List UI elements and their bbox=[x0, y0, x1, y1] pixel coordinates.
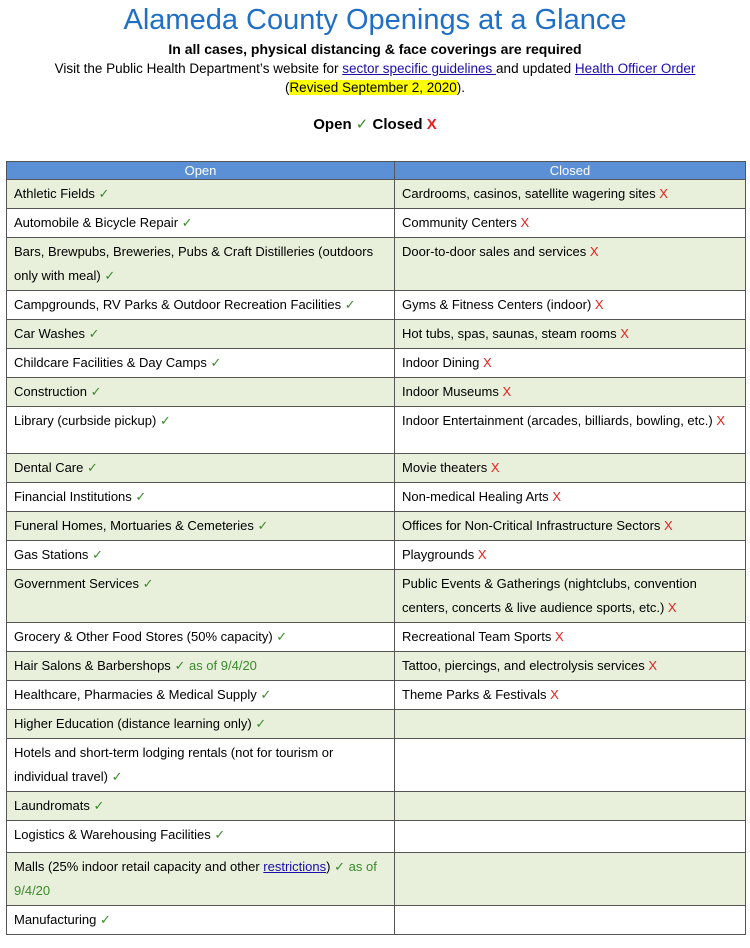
revised-close-paren: ). bbox=[456, 80, 466, 95]
cross-icon: X bbox=[620, 326, 629, 341]
table-row bbox=[7, 512, 746, 541]
open-item-text: Automobile & Bicycle Repair bbox=[14, 215, 179, 230]
open-cell bbox=[7, 180, 395, 209]
open-item-text: Campgrounds, RV Parks & Outdoor Recreation Facilities bbox=[14, 297, 342, 312]
open-item-text: Higher Education (distance learning only) bbox=[14, 716, 252, 731]
open-cell bbox=[7, 454, 395, 483]
closed-cell bbox=[395, 541, 746, 570]
open-item-text: Car Washes bbox=[14, 326, 86, 341]
openings-table bbox=[6, 161, 746, 935]
cross-icon: X bbox=[589, 244, 599, 259]
table-row bbox=[7, 821, 746, 853]
closed-item-text: Cardrooms, casinos, satellite wagering sites bbox=[402, 186, 656, 201]
closed-cell bbox=[395, 238, 746, 291]
intro-text-mid: and updated bbox=[496, 61, 575, 76]
table-row bbox=[7, 209, 746, 238]
open-cell bbox=[7, 570, 395, 623]
open-cell bbox=[7, 291, 395, 320]
open-cell bbox=[7, 821, 395, 853]
open-item-text: Childcare Facilities & Day Camps bbox=[14, 355, 207, 370]
legend bbox=[0, 114, 750, 136]
open-cell bbox=[7, 349, 395, 378]
closed-cell bbox=[395, 454, 746, 483]
column-header-closed: Closed bbox=[395, 162, 746, 180]
cross-icon: X bbox=[667, 600, 677, 615]
table-row bbox=[7, 623, 746, 652]
check-icon: ✓ bbox=[98, 186, 110, 201]
check-icon: ✓ bbox=[142, 576, 154, 591]
table-row bbox=[7, 853, 746, 906]
open-cell bbox=[7, 792, 395, 821]
page-subtitle: In all cases, physical distancing & face coverings are required bbox=[168, 41, 582, 57]
table-row bbox=[7, 180, 746, 209]
check-icon: ✓ bbox=[111, 769, 123, 784]
closed-item-text: Community Centers bbox=[402, 215, 517, 230]
closed-cell bbox=[395, 512, 746, 541]
open-cell bbox=[7, 906, 395, 935]
cross-icon: X bbox=[648, 658, 658, 673]
closed-item-text: Gyms & Fitness Centers (indoor) bbox=[402, 297, 592, 312]
cross-icon: X bbox=[520, 215, 530, 230]
table-row bbox=[7, 454, 746, 483]
table-row bbox=[7, 681, 746, 710]
revised-open-paren: ( bbox=[284, 80, 290, 95]
check-icon: ✓ bbox=[159, 413, 171, 428]
open-item-text: Manufacturing bbox=[14, 912, 97, 927]
document-page bbox=[0, 2, 750, 948]
closed-item-text: Tattoo, piercings, and electrolysis services bbox=[402, 658, 645, 673]
closed-cell bbox=[395, 570, 746, 623]
open-item-text: Construction bbox=[14, 384, 87, 399]
closed-item-text: Indoor Museums bbox=[402, 384, 499, 399]
table-row bbox=[7, 349, 746, 378]
open-cell bbox=[7, 681, 395, 710]
open-item-text: Funeral Homes, Mortuaries & Cemeteries bbox=[14, 518, 254, 533]
cross-icon: X bbox=[477, 547, 487, 562]
check-icon: ✓ bbox=[88, 326, 100, 341]
open-date-note: as of 9/4/20 bbox=[14, 859, 377, 898]
closed-item-text: Non-medical Healing Arts bbox=[402, 489, 549, 504]
table-row bbox=[7, 739, 746, 792]
closed-item-text: Recreational Team Sports bbox=[402, 629, 552, 644]
legend-closed-label: Closed bbox=[372, 116, 423, 133]
open-cell bbox=[7, 541, 395, 570]
revised-date-highlight: Revised September 2, 2020 bbox=[289, 80, 457, 95]
check-icon: ✓ bbox=[93, 798, 105, 813]
intro-paragraph bbox=[45, 59, 705, 97]
check-icon: ✓ bbox=[210, 355, 222, 370]
closed-cell bbox=[395, 739, 746, 792]
cross-icon: X bbox=[594, 297, 604, 312]
open-item-text-end: ) bbox=[326, 859, 331, 874]
closed-item-text: Theme Parks & Festivals bbox=[402, 687, 547, 702]
open-cell bbox=[7, 378, 395, 407]
closed-item-text: Indoor Dining bbox=[402, 355, 480, 370]
open-date-note: as of 9/4/20 bbox=[188, 658, 257, 673]
cross-icon: X bbox=[552, 489, 561, 504]
open-cell bbox=[7, 483, 395, 512]
cross-icon: X bbox=[490, 460, 500, 475]
cross-icon: X bbox=[659, 186, 668, 201]
closed-cell bbox=[395, 209, 746, 238]
check-icon: ✓ bbox=[92, 547, 103, 562]
table-row bbox=[7, 906, 746, 935]
open-item-text: Hair Salons & Barbershops bbox=[14, 658, 171, 673]
table-header-row bbox=[7, 162, 746, 180]
closed-item-text: Door-to-door sales and services bbox=[402, 244, 587, 259]
cross-icon: X bbox=[482, 355, 492, 370]
open-cell bbox=[7, 512, 395, 541]
cross-icon: X bbox=[664, 518, 673, 533]
health-officer-order-link[interactable]: Health Officer Order bbox=[574, 61, 696, 76]
table-row bbox=[7, 378, 746, 407]
closed-cell bbox=[395, 407, 746, 454]
check-icon: ✓ bbox=[334, 859, 346, 874]
closed-item-text: Public Events & Gatherings (nightclubs, convention centers, concerts & live audience sports, etc.) bbox=[402, 576, 697, 615]
closed-cell bbox=[395, 483, 746, 512]
closed-item-text: Hot tubs, spas, saunas, steam rooms bbox=[402, 326, 617, 341]
closed-cell bbox=[395, 291, 746, 320]
check-icon: ✓ bbox=[257, 518, 269, 533]
cross-icon: X bbox=[554, 629, 564, 644]
check-icon: ✓ bbox=[276, 629, 288, 644]
table-row bbox=[7, 652, 746, 681]
check-icon: ✓ bbox=[260, 687, 272, 702]
open-item-text: Hotels and short-term lodging rentals (not for tourism or individual travel) bbox=[14, 745, 334, 784]
check-icon: ✓ bbox=[214, 827, 226, 842]
closed-cell bbox=[395, 906, 746, 935]
check-icon: ✓ bbox=[255, 716, 267, 731]
closed-cell bbox=[395, 652, 746, 681]
open-item-text: Healthcare, Pharmacies & Medical Supply bbox=[14, 687, 257, 702]
closed-cell bbox=[395, 853, 746, 906]
open-cell bbox=[7, 710, 395, 739]
check-icon: ✓ bbox=[100, 912, 111, 927]
open-cell bbox=[7, 320, 395, 349]
closed-item-text: Offices for Non-Critical Infrastructure Sectors bbox=[402, 518, 661, 533]
check-icon: ✓ bbox=[355, 116, 369, 133]
table-row bbox=[7, 541, 746, 570]
sector-guidelines-link[interactable]: sector specific guidelines bbox=[342, 61, 497, 76]
intro-text-start: Visit the Public Health Department’s website for bbox=[54, 61, 343, 76]
check-icon: ✓ bbox=[87, 460, 98, 475]
closed-item-text: Indoor Entertainment (arcades, billiards, bowling, etc.) bbox=[402, 413, 713, 428]
open-item-text: Library (curbside pickup) bbox=[14, 413, 157, 428]
closed-cell bbox=[395, 792, 746, 821]
check-icon: ✓ bbox=[344, 297, 356, 312]
cross-icon: X bbox=[426, 116, 437, 133]
table-row bbox=[7, 320, 746, 349]
open-item-text: Malls (25% indoor retail capacity and other bbox=[14, 859, 264, 874]
closed-item-text: Playgrounds bbox=[402, 547, 475, 562]
table-row bbox=[7, 291, 746, 320]
restrictions-link[interactable]: restrictions bbox=[263, 859, 327, 874]
table-row bbox=[7, 483, 746, 512]
open-item-text: Athletic Fields bbox=[14, 186, 95, 201]
open-cell bbox=[7, 652, 395, 681]
check-icon: ✓ bbox=[104, 268, 116, 283]
open-item-text: Grocery & Other Food Stores (50% capacity) bbox=[14, 629, 273, 644]
cross-icon: X bbox=[550, 687, 559, 702]
check-icon: ✓ bbox=[181, 215, 193, 230]
open-item-text: Bars, Brewpubs, Breweries, Pubs & Craft Distilleries (outdoors only with meal) bbox=[14, 244, 374, 283]
page-title: Alameda County Openings at a Glance bbox=[123, 4, 627, 36]
open-cell bbox=[7, 238, 395, 291]
table-row bbox=[7, 407, 746, 454]
open-item-text: Dental Care bbox=[14, 460, 84, 475]
open-cell bbox=[7, 407, 395, 454]
closed-cell bbox=[395, 349, 746, 378]
closed-cell bbox=[395, 710, 746, 739]
legend-open-label: Open bbox=[313, 116, 352, 133]
closed-cell bbox=[395, 378, 746, 407]
check-icon: ✓ bbox=[174, 658, 186, 673]
closed-item-text: Movie theaters bbox=[402, 460, 488, 475]
open-cell bbox=[7, 623, 395, 652]
table-row bbox=[7, 710, 746, 739]
open-item-text: Financial Institutions bbox=[14, 489, 132, 504]
table-row bbox=[7, 792, 746, 821]
open-item-text: Laundromats bbox=[14, 798, 90, 813]
open-item-text: Gas Stations bbox=[14, 547, 89, 562]
open-item-text: Logistics & Warehousing Facilities bbox=[14, 827, 211, 842]
open-item-text: Government Services bbox=[14, 576, 139, 591]
column-header-open: Open bbox=[7, 162, 395, 180]
open-cell bbox=[7, 209, 395, 238]
table-row bbox=[7, 570, 746, 623]
cross-icon: X bbox=[502, 384, 512, 399]
closed-cell bbox=[395, 623, 746, 652]
closed-cell bbox=[395, 681, 746, 710]
table-row bbox=[7, 238, 746, 291]
closed-cell bbox=[395, 320, 746, 349]
open-cell bbox=[7, 853, 395, 906]
closed-cell bbox=[395, 180, 746, 209]
check-icon: ✓ bbox=[135, 489, 147, 504]
check-icon: ✓ bbox=[90, 384, 102, 399]
cross-icon: X bbox=[716, 413, 726, 428]
closed-cell bbox=[395, 821, 746, 853]
open-cell bbox=[7, 739, 395, 792]
